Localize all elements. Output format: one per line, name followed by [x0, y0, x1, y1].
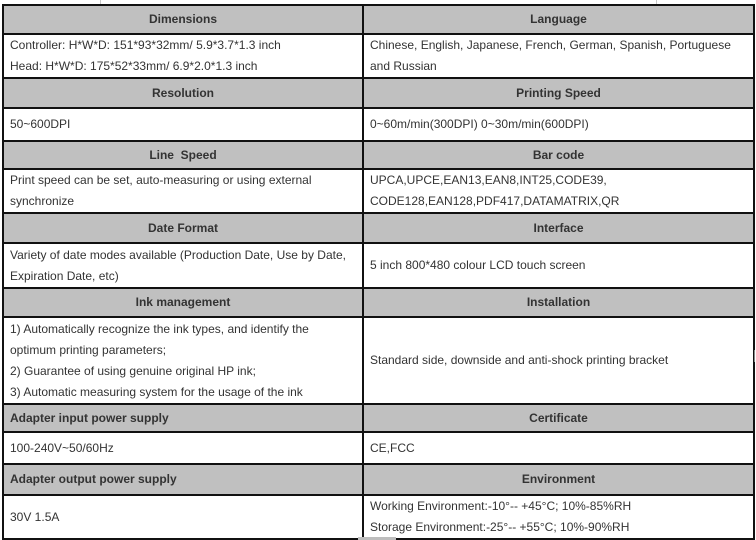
header-adapter-input: Adapter input power supply [3, 404, 363, 432]
header-installation: Installation [363, 288, 754, 317]
value-certificate [363, 432, 754, 464]
dimensions-head: Head: H*W*D: 175*52*33mm/ 6.9*2.0*1.3 inch [10, 59, 258, 73]
adapter-output-value: 30V 1.5A [10, 509, 60, 524]
header-adapter-output: Adapter output power supply [3, 464, 363, 495]
interface-value: 5 inch 800*480 colour LCD touch screen [370, 258, 586, 272]
value-adapter-input [3, 432, 363, 464]
bar-code-line-1: UPCA,UPCE,EAN13,EAN8,INT25,CODE39, [370, 173, 607, 187]
ink-management-line-1: 1) Automatically recognize the ink types, and identify the [10, 321, 309, 336]
header-ink-management: Ink management [3, 288, 363, 317]
adapter-input-value: 100-240V~50/60Hz [10, 440, 114, 455]
value-environment [363, 495, 754, 539]
header-row-input-certificate [3, 404, 754, 432]
header-row-resolution-speed [3, 78, 754, 108]
value-line-speed [3, 169, 363, 213]
dimensions-controller: Controller: H*W*D: 151*93*32mm/ 5.9*3.7*1.3 inch [10, 38, 281, 52]
value-resolution [3, 108, 363, 141]
date-format-line-2: Expiration Date, etc) [10, 268, 119, 283]
value-interface [363, 243, 754, 288]
value-row-ink-installation [3, 317, 754, 404]
printing-speed-value: 0~60m/min(300DPI) 0~30m/min(600DPI) [370, 117, 589, 131]
header-line-speed: Line Speed [3, 141, 363, 169]
value-row-date-interface [3, 243, 754, 288]
header-row-ink-installation [3, 288, 754, 317]
language-line-1: Chinese, English, Japanese, French, German, Spanish, Portuguese [370, 38, 731, 52]
header-bar-code: Bar code [363, 141, 754, 169]
header-date-format: Date Format [3, 213, 363, 243]
value-ink-management [3, 317, 363, 404]
page-edge-mark-side [754, 350, 755, 362]
header-row-output-environment [3, 464, 754, 495]
bar-code-line-2: CODE128,EAN128,PDF417,DATAMATRIX,QR [370, 194, 620, 208]
value-row-linespeed-barcode [3, 169, 754, 213]
value-printing-speed [363, 108, 754, 141]
specifications-table [2, 4, 755, 540]
header-environment: Environment [363, 464, 754, 495]
value-installation [363, 317, 754, 404]
header-language: Language [363, 5, 754, 34]
resolution-value: 50~600DPI [10, 117, 71, 131]
header-row-dimensions-language [3, 5, 754, 34]
header-row-date-interface [3, 213, 754, 243]
value-row-output-environment [3, 495, 754, 539]
installation-value: Standard side, downside and anti-shock printing bracket [370, 353, 669, 367]
value-date-format [3, 243, 363, 288]
value-language [363, 34, 754, 78]
value-row-resolution-speed [3, 108, 754, 141]
line-speed-line-1: Print speed can be set, auto-measuring or using external [10, 173, 312, 187]
date-format-line-1: Variety of date modes available (Production Date, Use by Date, [10, 247, 346, 262]
value-row-input-certificate [3, 432, 754, 464]
value-row-dimensions-language [3, 34, 754, 78]
environment-storage: Storage Environment:-25°-- +55°C; 10%-90%RH [370, 520, 630, 534]
line-speed-line-2: synchronize [10, 194, 75, 208]
value-adapter-output [3, 495, 363, 539]
header-printing-speed: Printing Speed [363, 78, 754, 108]
header-interface: Interface [363, 213, 754, 243]
ink-management-line-4: 3) Automatic measuring system for the usage of the ink [10, 384, 303, 399]
language-line-2: and Russian [370, 59, 437, 73]
header-resolution: Resolution [3, 78, 363, 108]
header-dimensions: Dimensions [3, 5, 363, 34]
value-bar-code [363, 169, 754, 213]
value-dimensions [3, 34, 363, 78]
ink-management-line-2: optimum printing parameters; [10, 342, 167, 357]
header-row-linespeed-barcode [3, 141, 754, 169]
header-certificate: Certificate [363, 404, 754, 432]
environment-working: Working Environment:-10°-- +45°C; 10%-85%RH [370, 499, 632, 513]
certificate-value: CE,FCC [370, 440, 415, 455]
ink-management-line-3: 2) Guarantee of using genuine original HP ink; [10, 363, 256, 378]
